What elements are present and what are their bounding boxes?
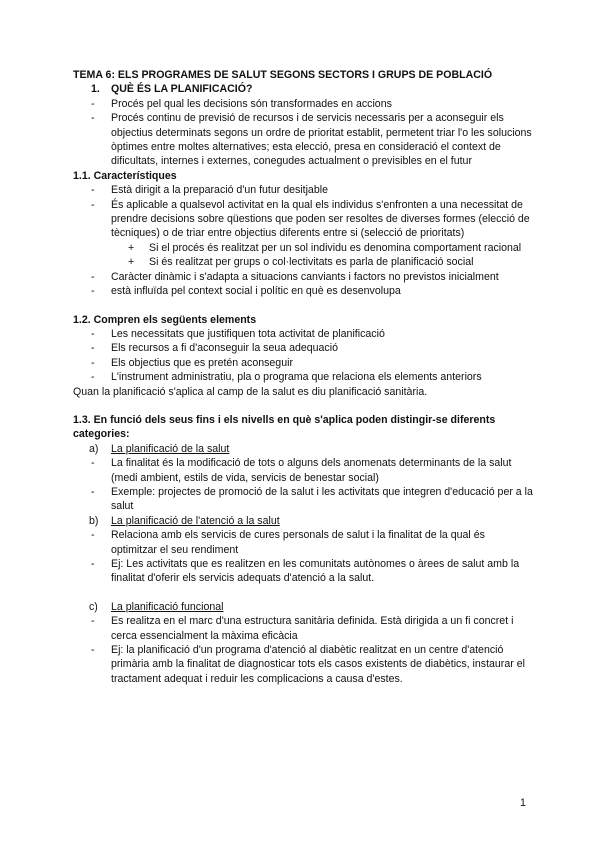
paragraph: Quan la planificació s'aplica al camp de la salut es diu planificació sanitària. [73, 385, 428, 398]
list-item: - Ej: Les activitats que es realitzen en les comunitats autònomes o àrees de salut amb la finalitat d'oferir els servicis adequats d'atenció a la salut. [91, 558, 520, 585]
sub-list-item: + Si el procés és realitzat per un sol individu es denomina comportament racional [128, 241, 522, 254]
list-item: - Procés pel qual les decisions són transformades en accions [91, 97, 392, 110]
category-a: a) La planificació de la salut [89, 442, 230, 455]
list-item: - Ej: la planificació d'un programa d'atenció al diabètic realitzat en un centre d'atenció primària amb la finalitat de diagnosticar tots els casos existents de diabètics, instaurar el tractament adequat i reduir les complicacions a causa d'estes. [91, 644, 525, 685]
category-b: b) La planificació de l'atenció a la salut [89, 514, 280, 527]
list-item: - Els objectius que es pretén aconseguir [91, 356, 293, 369]
document-title: TEMA 6: ELS PROGRAMES DE SALUT SEGONS SECTORS I GRUPS DE POBLACIÓ [73, 69, 493, 81]
list-item: - Es realitza en el marc d'una estructura sanitària definida. Està dirigida a un fi concret i cerca essencialment la màxima eficàcia [91, 615, 514, 642]
list-item: - Exemple: projectes de promoció de la salut i les activitats que integren d'educació per a la salut [91, 485, 533, 513]
list-item: - Procés continu de previsió de recursos i de servicis necessaris per a aconseguir els objectius determinats segons un ordre de prioritat establit, permetent triar l'o les solucions òptimes entre moltes alternatives; esta elecció, presa en consideració el context de dificultats, internes i externes, conegudes actualment o previsibles en el futur [91, 112, 532, 168]
subsection-heading-1-2: 1.2. Compren els següents elements [73, 313, 257, 326]
section-heading-text: QUÈ ÉS LA PLANIFICACIÓ? [111, 83, 253, 96]
section-number: 1. [91, 83, 100, 96]
list-item: - És aplicable a qualsevol activitat en la qual els individus s'enfronten a una necessitat de prendre decisions sobre qüestions que poden ser resoltes de diverses formes (elecció de tècniques) o de triar entre objectius diferents entre si (selecció de prioritats) [91, 198, 530, 240]
list-item: - L'instrument administratiu, pla o programa que relaciona els elements anteriors [91, 371, 482, 384]
list-item: - Caràcter dinàmic i s'adapta a situacions canviants i factors no previstos inicialment [91, 270, 499, 283]
section-heading-1 [73, 82, 533, 96]
page-number: 1 [520, 797, 526, 809]
sub-list-item: + Si és realitzat per grups o col·lectivitats es parla de planificació social [128, 256, 474, 269]
list-item: - Relaciona amb els servicis de cures personals de salut i la finalitat de la qual és optimitzar el seu rendiment [91, 529, 485, 556]
list-item: - Les necessitats que justifiquen tota activitat de planificació [91, 327, 385, 340]
subsection-heading-1-1: 1.1. Característiques [73, 169, 177, 182]
category-c: c) La planificació funcional [89, 600, 224, 613]
subsection-heading-1-3: 1.3. En funció dels seus fins i els nivells en què s'aplica poden distingir-se diferents categories: [73, 413, 496, 441]
document-body [73, 68, 533, 686]
list-item: - Està dirigit a la preparació d'un futur desitjable [91, 184, 328, 197]
list-item: - Els recursos a fi d'aconseguir la seua adequació [91, 342, 338, 355]
list-item: - està influïda pel context social i polític en què es desenvolupa [91, 285, 401, 298]
list-item: - La finalitat és la modificació de tots o alguns dels anomenats determinants de la salut (medi ambient, estils de vida, servicis de benestar social) [91, 457, 512, 484]
